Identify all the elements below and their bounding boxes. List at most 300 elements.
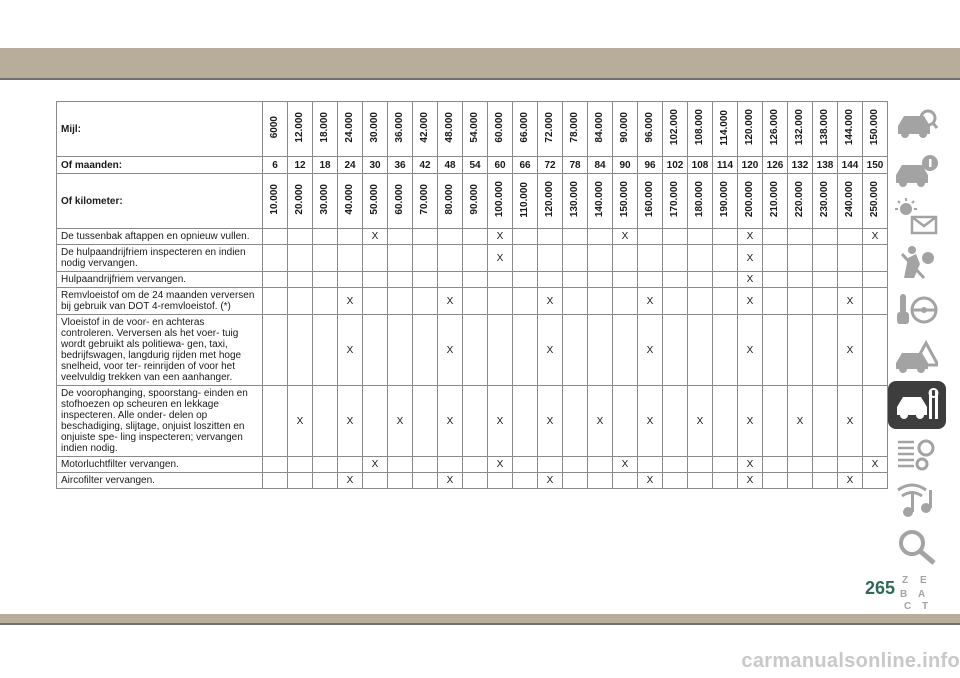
schedule-cell <box>838 272 863 288</box>
km-row-value: 60.000 <box>394 184 405 215</box>
schedule-cell <box>488 229 513 245</box>
schedule-cell <box>588 229 613 245</box>
schedule-cell <box>488 272 513 288</box>
schedule-cell <box>313 272 338 288</box>
schedule-cell <box>863 229 888 245</box>
service-mark: X <box>871 231 879 242</box>
schedule-cell <box>688 457 713 473</box>
months-row-cell: 102 <box>663 157 688 174</box>
months-row-cell: 120 <box>738 157 763 174</box>
schedule-cell <box>438 473 463 489</box>
car-wrench-icon[interactable] <box>888 381 946 429</box>
watermark: carmanualsonline.info <box>741 650 960 672</box>
km-row-value: 170.000 <box>669 181 680 218</box>
key-steering-wheel-icon[interactable] <box>892 288 940 332</box>
schedule-cell <box>463 386 488 457</box>
km-row-value: 160.000 <box>644 181 655 218</box>
miles-row-value: 36.000 <box>394 112 405 143</box>
schedule-cell <box>688 315 713 386</box>
svg-text:B: B <box>900 589 908 600</box>
schedule-cell <box>663 272 688 288</box>
schedule-cell <box>763 457 788 473</box>
multimedia-music-icon[interactable] <box>892 478 940 522</box>
service-mark: X <box>546 344 554 356</box>
schedule-cell <box>813 288 838 315</box>
schedule-cell <box>713 457 738 473</box>
schedule-cell <box>688 229 713 245</box>
schedule-cell <box>638 272 663 288</box>
task-row <box>57 245 888 272</box>
schedule-cell <box>613 457 638 473</box>
svg-text:Z: Z <box>902 575 909 586</box>
km-row-value: 50.000 <box>369 184 380 215</box>
schedule-cell <box>313 386 338 457</box>
schedule-cell <box>663 315 688 386</box>
miles-row-cell <box>313 102 338 157</box>
schedule-cell <box>313 457 338 473</box>
schedule-cell <box>413 457 438 473</box>
schedule-cell <box>363 315 388 386</box>
schedule-cell <box>513 288 538 315</box>
schedule-cell <box>388 457 413 473</box>
miles-row-value: 126.000 <box>769 109 780 146</box>
schedule-cell <box>638 245 663 272</box>
schedule-cell <box>538 473 563 489</box>
schedule-cell <box>388 386 413 457</box>
schedule-cell <box>788 272 813 288</box>
miles-row-cell <box>588 102 613 157</box>
schedule-cell <box>263 272 288 288</box>
schedule-cell <box>538 457 563 473</box>
service-mark: X <box>746 415 754 427</box>
months-row-cell: 150 <box>863 157 888 174</box>
km-row-value: 90.000 <box>469 184 480 215</box>
km-row-cell <box>438 174 463 229</box>
miles-row-value: 24.000 <box>344 112 355 143</box>
schedule-cell <box>363 245 388 272</box>
search-index-icon[interactable] <box>892 525 940 569</box>
schedule-cell <box>263 473 288 489</box>
months-row-cell: 48 <box>438 157 463 174</box>
schedule-cell <box>813 245 838 272</box>
km-row-value: 250.000 <box>869 181 880 218</box>
car-search-icon[interactable] <box>892 102 940 146</box>
schedule-cell <box>813 386 838 457</box>
km-row-cell <box>663 174 688 229</box>
miles-row-cell <box>438 102 463 157</box>
schedule-cell <box>738 272 763 288</box>
schedule-cell <box>713 473 738 489</box>
km-row-value: 180.000 <box>694 181 705 218</box>
schedule-cell <box>713 386 738 457</box>
miles-row-value: 84.000 <box>594 112 605 143</box>
schedule-cell <box>488 315 513 386</box>
schedule-cell <box>513 245 538 272</box>
months-row-cell: 108 <box>688 157 713 174</box>
schedule-cell <box>313 229 338 245</box>
schedule-cell <box>388 245 413 272</box>
schedule-cell <box>338 473 363 489</box>
km-row-cell <box>563 174 588 229</box>
schedule-cell <box>363 229 388 245</box>
service-mark: X <box>746 475 754 486</box>
car-info-icon[interactable] <box>892 149 940 193</box>
schedule-cell <box>638 315 663 386</box>
seatbelt-airbag-icon[interactable] <box>892 242 940 286</box>
schedule-cell <box>388 272 413 288</box>
schedule-cell <box>763 473 788 489</box>
schedule-cell <box>413 288 438 315</box>
service-mark: X <box>371 231 379 242</box>
bottom-decor-line <box>0 623 960 625</box>
schedule-cell <box>663 288 688 315</box>
service-mark: X <box>546 415 554 427</box>
task-description: De hulpaandrijfriem inspecteren en indien nodig vervangen. <box>57 245 263 272</box>
service-mark: X <box>646 295 654 307</box>
schedule-cell <box>838 229 863 245</box>
task-description: Remvloeistof om de 24 maanden verversen bij gebruik van DOT 4-remvloeistof. (*) <box>57 288 263 315</box>
miles-row-cell <box>763 102 788 157</box>
schedule-cell <box>713 229 738 245</box>
km-row-cell <box>813 174 838 229</box>
schedule-cell <box>663 245 688 272</box>
schedule-cell <box>463 229 488 245</box>
service-mark: X <box>346 415 354 427</box>
schedule-cell <box>738 473 763 489</box>
svg-text:E: E <box>920 575 927 586</box>
schedule-cell <box>413 386 438 457</box>
km-row-cell <box>513 174 538 229</box>
schedule-cell <box>813 473 838 489</box>
miles-row-cell <box>863 102 888 157</box>
miles-row-value: 54.000 <box>469 112 480 143</box>
schedule-cell <box>363 386 388 457</box>
schedule-cell <box>513 386 538 457</box>
service-mark: X <box>846 344 854 356</box>
service-mark: X <box>846 295 854 307</box>
service-mark: X <box>796 415 804 427</box>
service-mark: X <box>346 475 354 486</box>
schedule-cell <box>288 457 313 473</box>
schedule-cell <box>838 288 863 315</box>
schedule-cell <box>363 457 388 473</box>
schedule-cell <box>513 473 538 489</box>
km-row-cell <box>363 174 388 229</box>
schedule-cell <box>788 288 813 315</box>
miles-row-value: 90.000 <box>619 112 630 143</box>
schedule-cell <box>288 245 313 272</box>
km-row-value: 30.000 <box>319 184 330 215</box>
svg-text:A: A <box>918 589 926 600</box>
schedule-cell <box>588 315 613 386</box>
schedule-cell <box>413 245 438 272</box>
schedule-cell <box>688 272 713 288</box>
service-mark: X <box>846 415 854 427</box>
miles-row-value: 132.000 <box>794 109 805 146</box>
schedule-cell <box>263 288 288 315</box>
schedule-cell <box>863 272 888 288</box>
schedule-cell <box>588 272 613 288</box>
schedule-cell <box>738 457 763 473</box>
service-mark: X <box>596 415 604 427</box>
km-row-value: 210.000 <box>769 181 780 218</box>
schedule-cell <box>838 315 863 386</box>
schedule-cell <box>763 288 788 315</box>
schedule-cell <box>863 315 888 386</box>
schedule-cell <box>763 245 788 272</box>
task-row <box>57 272 888 288</box>
miles-row-cell <box>813 102 838 157</box>
schedule-cell <box>713 315 738 386</box>
schedule-cell <box>463 245 488 272</box>
miles-row-cell <box>388 102 413 157</box>
schedule-cell <box>288 272 313 288</box>
schedule-cell <box>488 245 513 272</box>
miles-row-value: 18.000 <box>319 112 330 143</box>
miles-row-cell <box>613 102 638 157</box>
service-mark: X <box>296 415 304 427</box>
km-row-value: 230.000 <box>819 181 830 218</box>
km-row-cell <box>588 174 613 229</box>
months-row-cell: 60 <box>488 157 513 174</box>
schedule-cell <box>588 386 613 457</box>
schedule-cell <box>438 457 463 473</box>
schedule-cell <box>838 386 863 457</box>
miles-row-value: 30.000 <box>369 112 380 143</box>
km-row-cell <box>488 174 513 229</box>
schedule-cell <box>688 473 713 489</box>
schedule-cell <box>338 457 363 473</box>
service-mark: X <box>696 415 704 427</box>
schedule-cell <box>288 229 313 245</box>
schedule-cell <box>638 386 663 457</box>
service-mark: X <box>546 295 554 307</box>
miles-row-cell <box>263 102 288 157</box>
months-row-cell: 24 <box>338 157 363 174</box>
schedule-cell <box>713 288 738 315</box>
schedule-cell <box>863 245 888 272</box>
schedule-cell <box>388 288 413 315</box>
km-row-cell <box>263 174 288 229</box>
service-mark: X <box>371 459 379 470</box>
schedule-cell <box>788 386 813 457</box>
km-row-cell <box>688 174 713 229</box>
miles-row-cell <box>413 102 438 157</box>
schedule-cell <box>563 272 588 288</box>
miles-row-cell <box>788 102 813 157</box>
miles-row-value: 120.000 <box>744 109 755 146</box>
top-decor-band <box>0 48 960 78</box>
warning-lights-message-icon[interactable] <box>892 195 940 239</box>
schedule-cell <box>613 272 638 288</box>
schedule-cell <box>288 386 313 457</box>
schedule-cell <box>313 245 338 272</box>
schedule-cell <box>513 272 538 288</box>
car-breakdown-triangle-icon[interactable] <box>892 335 940 379</box>
schedule-cell <box>863 473 888 489</box>
service-mark: X <box>546 475 554 486</box>
schedule-cell <box>513 457 538 473</box>
km-row-value: 140.000 <box>594 181 605 218</box>
svg-text:C: C <box>904 601 912 612</box>
km-row-cell <box>413 174 438 229</box>
schedule-cell <box>788 229 813 245</box>
schedule-cell <box>538 245 563 272</box>
km-row-label: Of kilometer: <box>57 174 263 229</box>
schedule-cell <box>613 288 638 315</box>
schedule-cell <box>438 315 463 386</box>
schedule-cell <box>763 272 788 288</box>
schedule-cell <box>788 473 813 489</box>
miles-row-value: 48.000 <box>444 112 455 143</box>
service-mark: X <box>346 344 354 356</box>
schedule-cell <box>463 288 488 315</box>
schedule-cell <box>613 386 638 457</box>
task-row <box>57 386 888 457</box>
service-mark: X <box>346 295 354 307</box>
schedule-cell <box>863 288 888 315</box>
schedule-cell <box>538 386 563 457</box>
miles-row-cell <box>663 102 688 157</box>
schedule-cell <box>788 457 813 473</box>
schedule-cell <box>413 315 438 386</box>
km-row-cell <box>763 174 788 229</box>
km-row-value: 150.000 <box>619 181 630 218</box>
months-row-cell: 84 <box>588 157 613 174</box>
task-row <box>57 457 888 473</box>
months-row-cell: 54 <box>463 157 488 174</box>
schedule-cell <box>338 229 363 245</box>
schedule-cell <box>613 229 638 245</box>
miles-row-value: 72.000 <box>544 112 555 143</box>
service-mark: X <box>746 344 754 356</box>
miles-row-value: 66.000 <box>519 112 530 143</box>
schedule-cell <box>338 315 363 386</box>
km-row-value: 10.000 <box>269 184 280 215</box>
schedule-cell <box>813 315 838 386</box>
miles-row-value: 138.000 <box>819 109 830 146</box>
miles-row-cell <box>688 102 713 157</box>
schedule-cell <box>488 473 513 489</box>
km-row-value: 20.000 <box>294 184 305 215</box>
km-row-value: 100.000 <box>494 181 505 218</box>
km-row-value: 190.000 <box>719 181 730 218</box>
service-mark: X <box>446 475 454 486</box>
schedule-cell <box>638 473 663 489</box>
schedule-cell <box>463 315 488 386</box>
km-row-value: 130.000 <box>569 181 580 218</box>
schedule-cell <box>538 288 563 315</box>
months-row-cell: 66 <box>513 157 538 174</box>
months-row-cell: 42 <box>413 157 438 174</box>
schedule-cell <box>563 386 588 457</box>
schedule-cell <box>713 245 738 272</box>
schedule-cell <box>513 315 538 386</box>
page-number: 265 <box>864 578 896 598</box>
schedule-cell <box>663 229 688 245</box>
schedule-cell <box>338 272 363 288</box>
schedule-cell <box>788 315 813 386</box>
service-mark: X <box>871 459 879 470</box>
months-row-cell: 30 <box>363 157 388 174</box>
service-mark: X <box>621 231 629 242</box>
maintenance-schedule-table <box>56 101 888 489</box>
schedule-cell <box>638 288 663 315</box>
bottom-decor-band <box>0 614 960 623</box>
service-mark: X <box>446 415 454 427</box>
schedule-cell <box>763 229 788 245</box>
km-row-cell <box>288 174 313 229</box>
km-row-cell <box>738 174 763 229</box>
miles-row-value: 78.000 <box>569 112 580 143</box>
schedule-cell <box>813 457 838 473</box>
schedule-cell <box>338 288 363 315</box>
months-row-cell: 138 <box>813 157 838 174</box>
miles-row-cell <box>713 102 738 157</box>
months-row-cell: 126 <box>763 157 788 174</box>
km-row-cell <box>463 174 488 229</box>
schedule-cell <box>763 386 788 457</box>
schedule-cell <box>263 457 288 473</box>
schedule-cell <box>413 473 438 489</box>
schedule-cell <box>838 473 863 489</box>
schedule-cell <box>438 288 463 315</box>
schedule-cell <box>638 457 663 473</box>
months-row-cell: 114 <box>713 157 738 174</box>
schedule-cell <box>738 245 763 272</box>
months-row <box>57 157 888 174</box>
miles-row-cell <box>338 102 363 157</box>
service-mark: X <box>496 252 504 264</box>
service-mark: X <box>621 459 629 470</box>
schedule-cell <box>563 245 588 272</box>
schedule-cell <box>438 229 463 245</box>
svg-text:T: T <box>922 601 929 612</box>
months-row-cell: 6 <box>263 157 288 174</box>
km-row-cell <box>538 174 563 229</box>
miles-row-value: 144.000 <box>844 109 855 146</box>
miles-row-cell <box>288 102 313 157</box>
schedule-cell <box>388 473 413 489</box>
schedule-cell <box>638 229 663 245</box>
months-row-cell: 78 <box>563 157 588 174</box>
task-description: De voorophanging, spoorstang- einden en stofhoezen op scheuren en lekkage inspecteren. Alle onder- delen op beschadiging, slijtage, onjuist loszitten en onjuiste spe- ling inspecteren; vervangen indien nodig. <box>57 386 263 457</box>
schedule-cell <box>863 386 888 457</box>
schedule-cell <box>463 457 488 473</box>
task-row <box>57 315 888 386</box>
task-description: Aircofilter vervangen. <box>57 473 263 489</box>
months-row-cell: 90 <box>613 157 638 174</box>
schedule-cell <box>813 272 838 288</box>
schedule-cell <box>663 386 688 457</box>
schedule-cell <box>588 288 613 315</box>
service-mark: X <box>746 295 754 307</box>
task-description: De tussenbak aftappen en opnieuw vullen. <box>57 229 263 245</box>
chapter-tab-strip <box>892 102 948 618</box>
miles-row-value: 96.000 <box>644 112 655 143</box>
miles-row <box>57 102 888 157</box>
schedule-cell <box>563 229 588 245</box>
schedule-cell <box>313 315 338 386</box>
km-row-cell <box>838 174 863 229</box>
service-mark: X <box>446 344 454 356</box>
schedule-cell <box>563 288 588 315</box>
miles-row-value: 60.000 <box>494 112 505 143</box>
service-mark: X <box>496 415 504 427</box>
schedule-cell <box>488 386 513 457</box>
specifications-gears-icon[interactable] <box>892 432 940 476</box>
schedule-cell <box>288 473 313 489</box>
